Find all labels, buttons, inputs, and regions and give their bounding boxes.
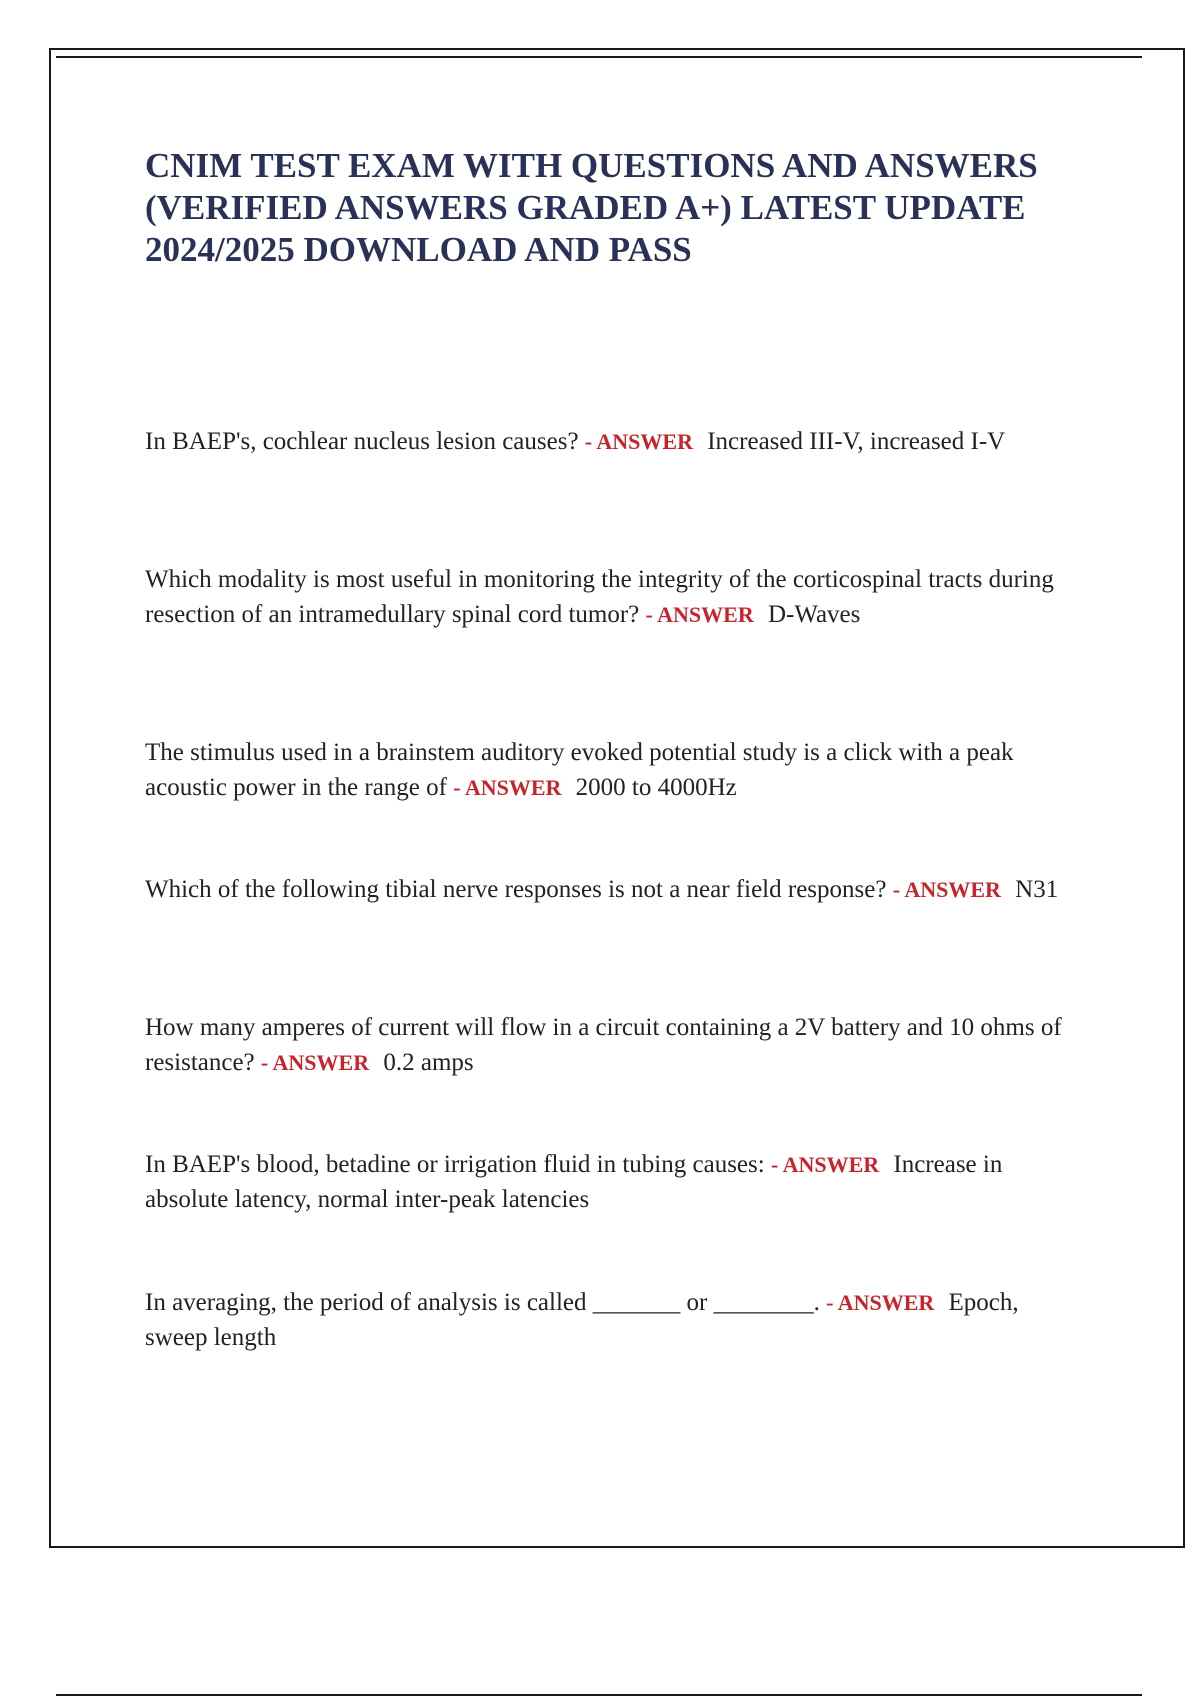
qa-item [145, 1010, 1085, 1080]
qa-item [145, 562, 1085, 632]
top-rule [56, 56, 1142, 58]
question-text: In BAEP's, cochlear nucleus lesion causes? [145, 428, 579, 455]
question-text: How many amperes of current will flow in a circuit containing a 2V battery and 10 ohms of resistance? [145, 1014, 1062, 1076]
answer-marker: - ANSWER [260, 1050, 370, 1075]
answer-text: Increase in absolute latency, normal inter-peak latencies [145, 1151, 1003, 1213]
question-text: In BAEP's blood, betadine or irrigation fluid in tubing causes: [145, 1151, 765, 1178]
answer-text: N31 [1015, 876, 1059, 903]
answer-marker: - ANSWER [826, 1290, 935, 1315]
answer-marker: - ANSWER [645, 602, 754, 627]
answer-text: Increased III-V, increased I-V [707, 428, 1006, 455]
qa-item [145, 872, 1085, 907]
qa-item [145, 1285, 1085, 1355]
question-text: In averaging, the period of analysis is called _______ or ________. [145, 1289, 820, 1316]
answer-marker: - ANSWER [584, 429, 693, 454]
answer-text: Epoch, sweep length [145, 1289, 1019, 1351]
qa-item [145, 424, 1085, 459]
answer-text: D-Waves [767, 601, 861, 628]
question-text: The stimulus used in a brainstem auditory evoked potential study is a click with a peak acoustic power in the range of [145, 739, 1014, 801]
answer-marker: - ANSWER [453, 775, 562, 800]
qa-item [145, 1147, 1085, 1217]
answer-text: 2000 to 4000Hz [575, 774, 737, 801]
answer-marker: - ANSWER [770, 1152, 880, 1177]
answer-marker: - ANSWER [892, 877, 1001, 902]
document-title: CNIM TEST EXAM WITH QUESTIONS AND ANSWERS (VERIFIED ANSWERS GRADED A+) LATEST UPDATE 2024/2025 DOWNLOAD AND PASS [145, 146, 1038, 269]
bottom-rule [56, 1694, 1142, 1696]
question-text: Which of the following tibial nerve responses is not a near field response? [145, 876, 887, 903]
qa-item [145, 735, 1085, 805]
question-text: Which modality is most useful in monitoring the integrity of the corticospinal tracts during resection of an intramedullary spinal cord tumor? [145, 566, 1054, 628]
answer-text: 0.2 amps [383, 1049, 474, 1076]
